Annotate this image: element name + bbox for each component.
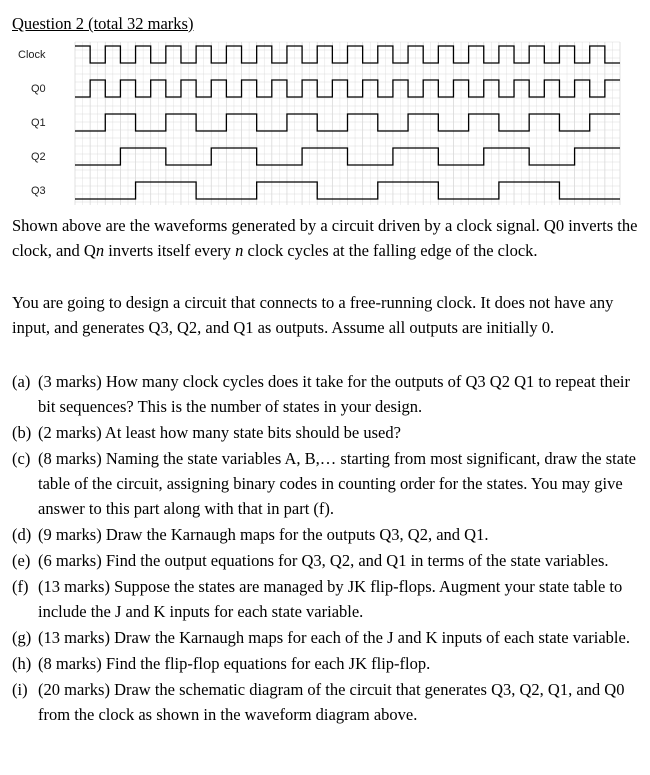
question-text: (2 marks) At least how many state bits should be used? (38, 423, 401, 442)
question-item (12, 548, 644, 573)
question-text: (3 marks) How many clock cycles does it take for the outputs of Q3 Q2 Q1 to repeat their bit sequences? This is the number of states in your design. (38, 372, 631, 416)
design-paragraph: You are going to design a circuit that connects to a free-running clock. It does not have any input, and generates Q3, Q2, and Q1 as outputs. Assume all outputs are initially 0. (12, 293, 614, 337)
question-item (12, 574, 644, 624)
question-label: (f) (12, 577, 29, 596)
question-item (12, 420, 644, 445)
question-label: (e) (12, 551, 31, 570)
signal-label-clock: Clock (18, 49, 46, 61)
question-label: (b) (12, 423, 32, 442)
question-text: (8 marks) Naming the state variables A, B,… starting from most significant, draw the state table of the circuit, assigning binary codes in counting order for the states. You may give answer to this part along with that in part (f). (38, 449, 636, 518)
question-item (12, 677, 644, 727)
waveform-diagram (0, 40, 650, 208)
signal-label-q1: Q1 (31, 117, 46, 129)
question-text: (13 marks) Draw the Karnaugh maps for each of the J and K inputs of each state variable. (38, 628, 630, 647)
signal-label-q2: Q2 (31, 151, 46, 163)
signal-label-q0: Q0 (31, 83, 46, 95)
question-title: Question 2 (total 32 marks) (12, 14, 194, 33)
waveform-trace-q2 (75, 148, 620, 165)
question-item (12, 625, 644, 650)
question-label: (a) (12, 372, 31, 391)
question-text: (20 marks) Draw the schematic diagram of the circuit that generates Q3, Q2, Q1, and Q0 from the clock as shown in the waveform diagram above. (38, 680, 625, 724)
waveform-trace-q0 (75, 80, 620, 97)
question-item (12, 446, 644, 521)
intro-n-1: n (95, 241, 105, 260)
question-text: (9 marks) Draw the Karnaugh maps for the outputs Q3, Q2, and Q1. (38, 525, 489, 544)
question-label: (c) (12, 449, 31, 468)
question-label: (h) (12, 654, 32, 673)
question-text: (8 marks) Find the flip-flop equations for each JK flip-flop. (38, 654, 431, 673)
question-label: (i) (12, 680, 28, 699)
question-item (12, 369, 644, 419)
intro-text-2: inverts itself every (104, 241, 236, 260)
question-label: (d) (12, 525, 32, 544)
intro-text-1: Shown above are the waveforms generated by a circuit driven by a clock signal. Q0 inverts the clock, and Q (12, 216, 638, 260)
question-item (12, 651, 644, 676)
waveform-trace-clock (75, 46, 620, 63)
signal-label-q3: Q3 (31, 185, 46, 197)
intro-paragraph (12, 213, 642, 263)
intro-text-3: clock cycles at the falling edge of the clock. (243, 241, 538, 260)
question-text: (6 marks) Find the output equations for Q3, Q2, and Q1 in terms of the state variables. (38, 551, 609, 570)
question-label: (g) (12, 628, 32, 647)
question-item (12, 522, 644, 547)
question-text: (13 marks) Suppose the states are managed by JK flip-flops. Augment your state table to include the J and K inputs for each state variable. (38, 577, 623, 621)
intro-n-2: n (235, 241, 244, 260)
waveform-trace-q1 (75, 114, 620, 131)
question-list (12, 369, 644, 728)
